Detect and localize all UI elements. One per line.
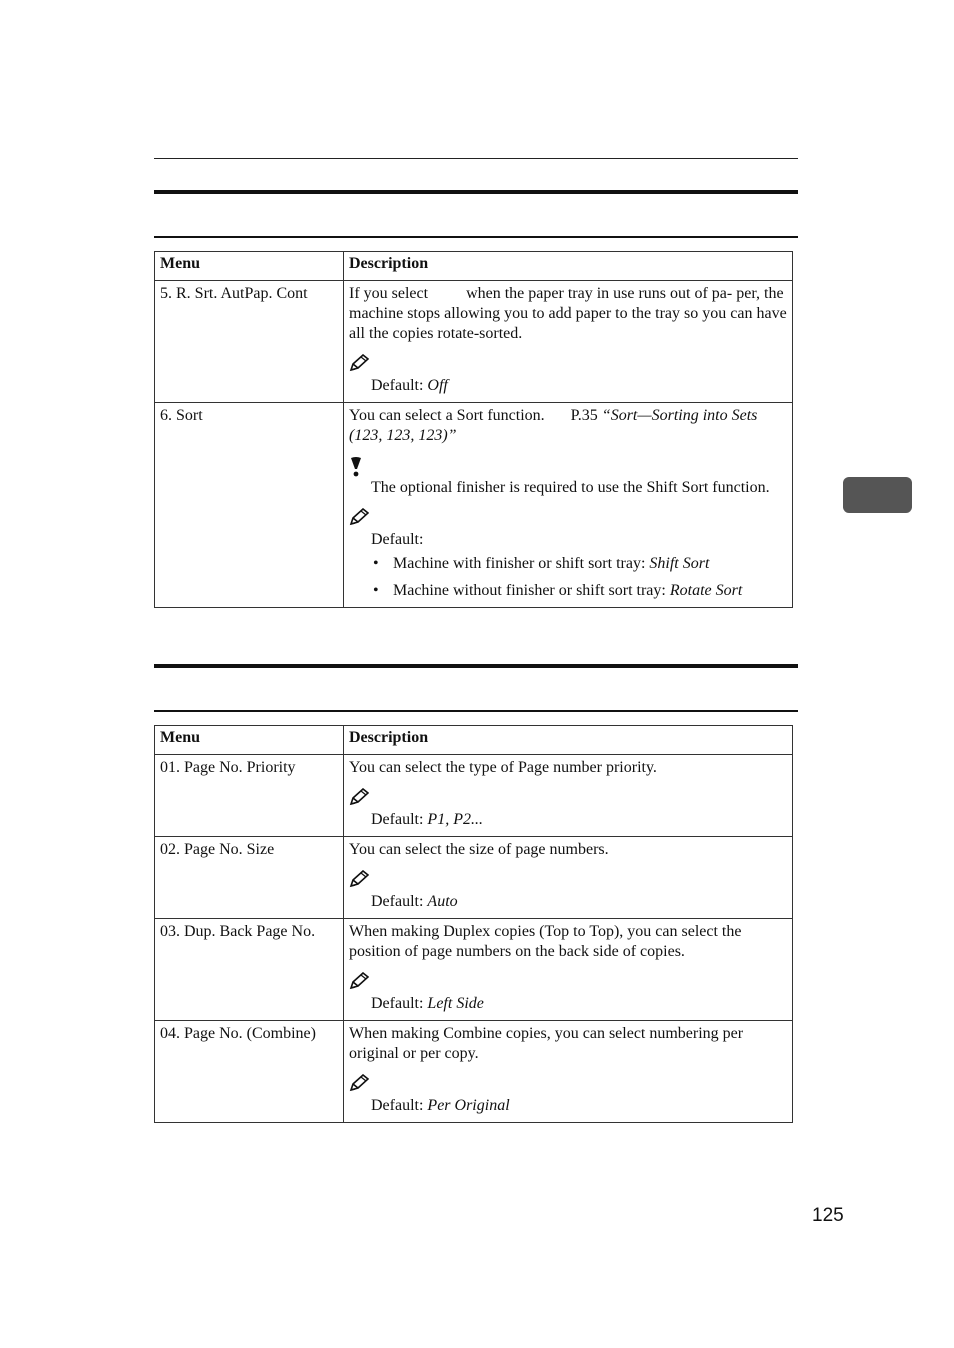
chapter-tab (843, 477, 912, 513)
description-cell (344, 919, 793, 1021)
section-rule-1 (154, 190, 798, 194)
column-header-menu: Menu (155, 252, 344, 281)
pencil-note-icon (349, 354, 787, 376)
column-header-menu: Menu (155, 726, 344, 755)
description-cell (344, 403, 793, 608)
default-list (371, 554, 787, 601)
default-value: Default: P1, P2... (371, 811, 483, 828)
description-text: If you select when the paper tray in use runs out of pa- per, the machine stops allowing you to add paper to the tray so you can have all the copies rotate-sorted. (349, 285, 787, 342)
default-value: Default: Auto (371, 893, 458, 910)
list-item: • Machine with finisher or shift sort tray: Shift Sort (371, 554, 787, 574)
menu-cell: 02. Page No. Size (155, 837, 344, 919)
pencil-note-icon (349, 972, 787, 994)
menu-cell: 01. Page No. Priority (155, 755, 344, 837)
description-cell (344, 1021, 793, 1123)
section-rule-2 (154, 664, 798, 668)
table-header-row (155, 252, 793, 281)
pencil-note-icon (349, 508, 787, 530)
default-label: Default: (371, 531, 424, 548)
settings-table-2 (154, 725, 793, 1123)
table-row (155, 837, 793, 919)
description-text: You can select a Sort function. P.35 “Sort—Sorting into Sets (123, 123, 123)” (349, 407, 758, 444)
important-icon (349, 456, 787, 478)
column-header-description: Description (344, 252, 793, 281)
menu-cell: 03. Dup. Back Page No. (155, 919, 344, 1021)
menu-cell: 04. Page No. (Combine) (155, 1021, 344, 1123)
default-value: Default: Off (371, 377, 448, 394)
default-value: Default: Left Side (371, 995, 484, 1012)
list-item: • Machine without finisher or shift sort tray: Rotate Sort (371, 581, 787, 601)
settings-table-1 (154, 251, 793, 608)
important-text: The optional finisher is required to use the Shift Sort function. (371, 479, 770, 496)
table-row (155, 1021, 793, 1123)
table-row (155, 403, 793, 608)
pencil-note-icon (349, 870, 787, 892)
pencil-note-icon (349, 788, 787, 810)
page-reference[interactable]: P.35 (570, 407, 602, 424)
table2-top-rule (154, 710, 798, 712)
pencil-note-icon (349, 1074, 787, 1096)
table-row (155, 281, 793, 403)
table-row (155, 919, 793, 1021)
menu-cell: 5. R. Srt. AutPap. Cont (155, 281, 344, 403)
description-text: You can select the size of page numbers. (349, 841, 609, 858)
page-number: 125 (812, 1205, 844, 1226)
description-text: You can select the type of Page number priority. (349, 759, 657, 776)
table-header-row (155, 726, 793, 755)
default-value: Default: Per Original (371, 1097, 510, 1114)
description-text: When making Combine copies, you can select numbering per original or per copy. (349, 1025, 744, 1062)
description-text: When making Duplex copies (Top to Top), you can select the position of page numbers on the back side of copies. (349, 923, 742, 960)
table1-top-rule (154, 236, 798, 238)
description-cell (344, 837, 793, 919)
description-cell (344, 755, 793, 837)
table-row (155, 755, 793, 837)
column-header-description: Description (344, 726, 793, 755)
menu-cell: 6. Sort (155, 403, 344, 608)
header-rule (154, 158, 798, 159)
description-cell (344, 281, 793, 403)
